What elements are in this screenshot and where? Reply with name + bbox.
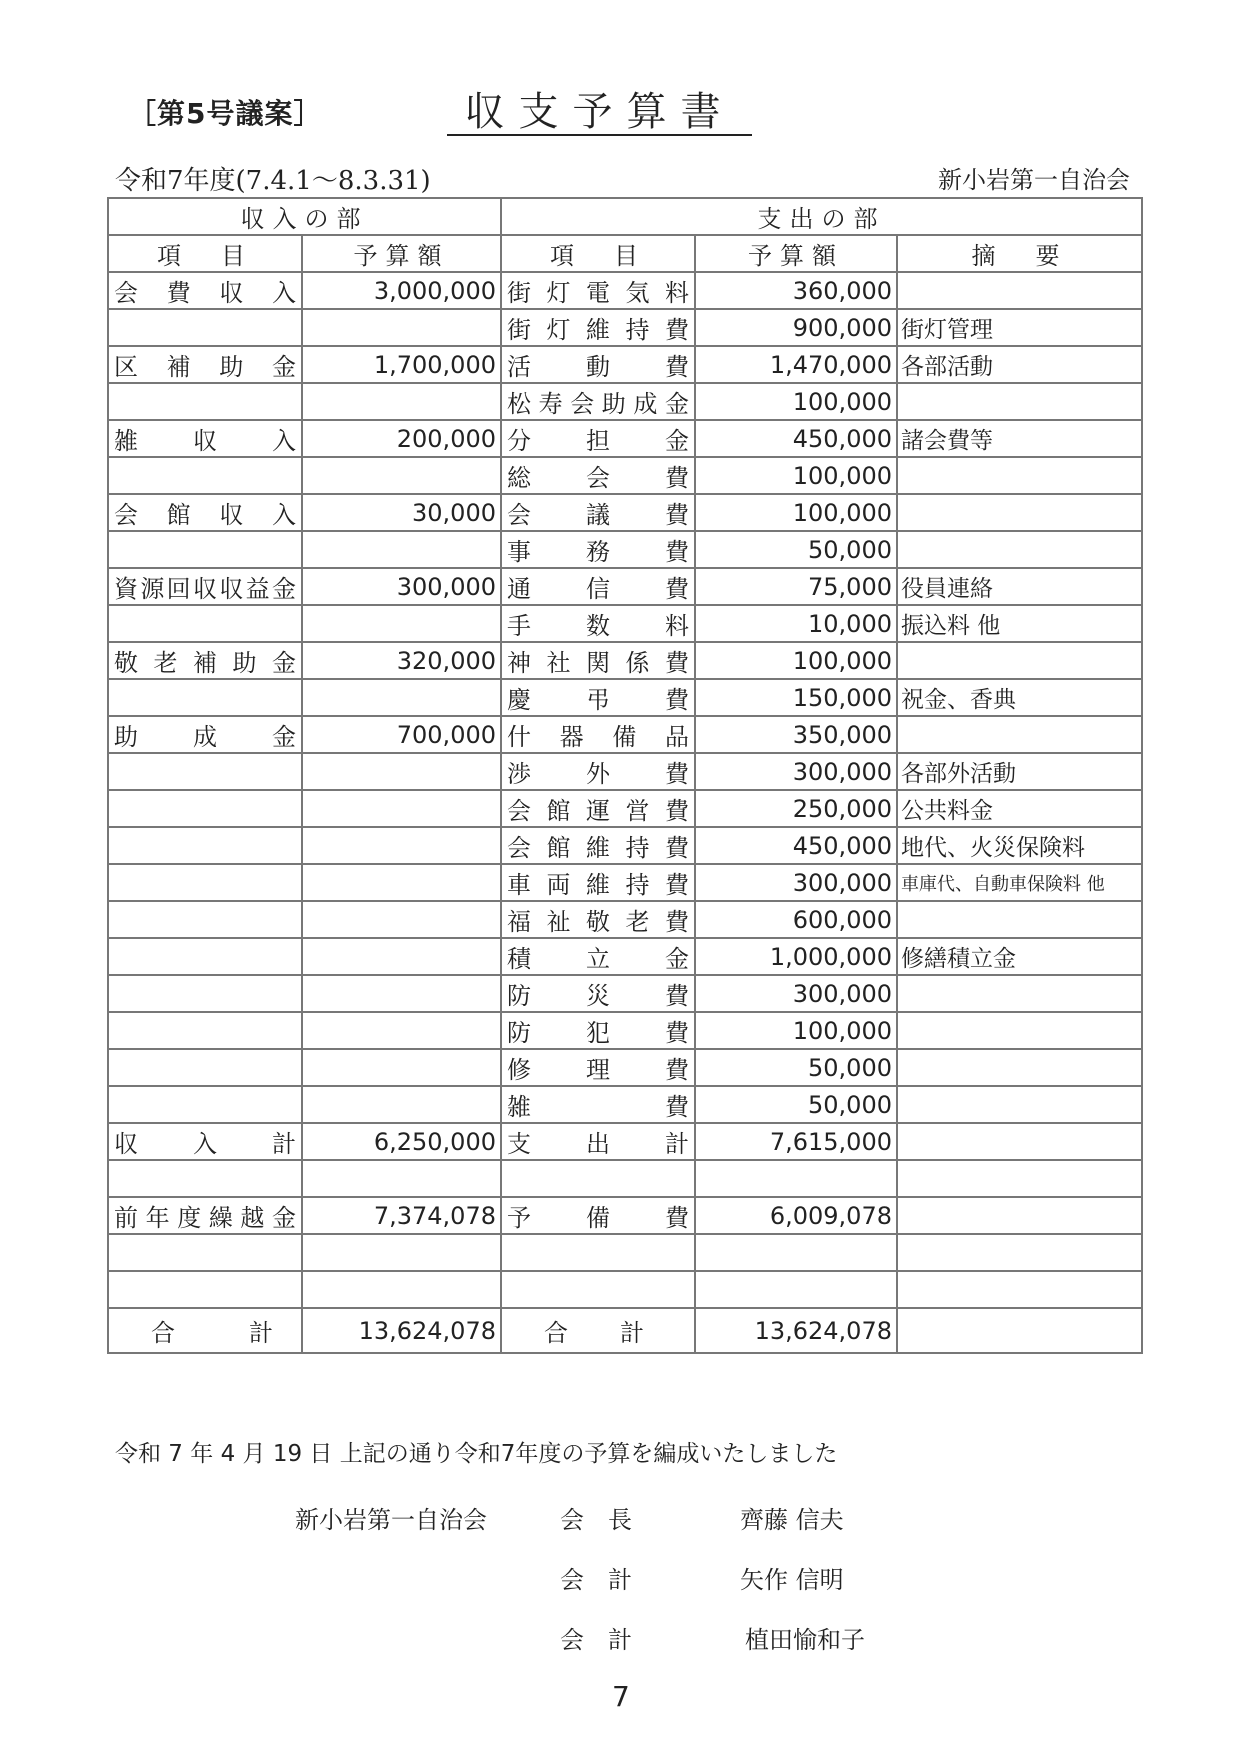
note-cell: 公共料金 [897,790,1142,827]
income-amount-cell: 3,000,000 [302,272,501,309]
income-amount-cell [302,1160,501,1197]
expense-amount-cell: 900,000 [695,309,897,346]
expense-amount-cell: 1,470,000 [695,346,897,383]
expense-item-cell [501,1271,695,1308]
expense-item-cell: 会館維持費 [501,827,695,864]
income-amount-cell: 30,000 [302,494,501,531]
table-row [108,272,1142,309]
table-row [108,309,1142,346]
income-amount-cell [302,901,501,938]
income-item-cell: 会館収入 [108,494,302,531]
table-row [108,901,1142,938]
signature-organization: 新小岩第一自治会 [295,1506,487,1534]
income-item-cell [108,790,302,827]
income-item-cell: 雑収入 [108,420,302,457]
income-amount-cell [302,1086,501,1123]
income-total-label: 合計 [108,1308,302,1353]
expense-item-cell: 街灯電気料 [501,272,695,309]
income-item-cell [108,679,302,716]
table-row [108,753,1142,790]
signatory-name: 矢作 信明 [740,1566,844,1594]
income-item-cell: 助成金 [108,716,302,753]
expense-item-cell: 松寿会助成金 [501,383,695,420]
income-item-cell: 会費収入 [108,272,302,309]
income-item-cell [108,309,302,346]
expense-amount-cell: 100,000 [695,494,897,531]
expense-amount-cell: 150,000 [695,679,897,716]
expense-item-cell: 手数料 [501,605,695,642]
income-item-cell [108,827,302,864]
income-amount-cell [302,1271,501,1308]
expense-item-cell: 総会費 [501,457,695,494]
expense-amount-cell: 50,000 [695,1086,897,1123]
table-row [108,716,1142,753]
expense-item-cell: 支出計 [501,1123,695,1160]
expense-amount-cell [695,1234,897,1271]
income-amount-cell: 200,000 [302,420,501,457]
income-total-amount: 13,624,078 [302,1308,501,1353]
table-row [108,1197,1142,1234]
title-underline [447,134,752,136]
income-item-cell [108,1049,302,1086]
table-row [108,1012,1142,1049]
expense-total-label: 合計 [501,1308,695,1353]
income-amount-cell [302,938,501,975]
note-cell [897,975,1142,1012]
table-row [108,568,1142,605]
total-row [108,1308,1142,1353]
table-row [108,1271,1142,1308]
table-row [108,1234,1142,1271]
income-item-cell [108,1012,302,1049]
signatory-name: 植田愉和子 [745,1626,865,1654]
expense-item-cell: 活動費 [501,346,695,383]
income-item-cell [108,753,302,790]
table-row [108,420,1142,457]
expense-amount-cell: 75,000 [695,568,897,605]
expense-amount-cell: 100,000 [695,383,897,420]
note-cell: 街灯管理 [897,309,1142,346]
table-row [108,679,1142,716]
signatory-role: 会 計 [560,1626,632,1654]
budget-table [107,197,1143,1354]
income-amount-cell: 6,250,000 [302,1123,501,1160]
expense-item-header: 項 目 [501,235,695,272]
column-header-row [108,235,1142,272]
income-item-header: 項 目 [108,235,302,272]
expense-amount-cell: 100,000 [695,642,897,679]
expense-amount-cell: 450,000 [695,420,897,457]
note-cell: 車庫代、自動車保険料 他 [897,864,1142,901]
note-cell: 諸会費等 [897,420,1142,457]
expense-amount-cell: 10,000 [695,605,897,642]
note-cell [897,272,1142,309]
expense-amount-cell: 1,000,000 [695,938,897,975]
signatory-role: 会 計 [560,1566,632,1594]
table-row [108,1049,1142,1086]
income-item-cell [108,975,302,1012]
table-row [108,494,1142,531]
table-row [108,457,1142,494]
table-row [108,975,1142,1012]
agenda-label: ［第5号議案］ [128,97,323,130]
note-cell [897,494,1142,531]
income-item-cell [108,1160,302,1197]
expense-item-cell: 神社関係費 [501,642,695,679]
expense-section-header: 支出の部 [501,198,1142,235]
expense-amount-cell: 50,000 [695,1049,897,1086]
table-row [108,531,1142,568]
note-cell [897,1123,1142,1160]
note-cell: 振込料 他 [897,605,1142,642]
expense-item-cell: 会館運営費 [501,790,695,827]
note-cell [897,1271,1142,1308]
income-item-cell [108,1271,302,1308]
income-amount-cell: 300,000 [302,568,501,605]
expense-amount-cell: 300,000 [695,975,897,1012]
note-cell [897,383,1142,420]
note-cell [897,1086,1142,1123]
expense-budget-header: 予算額 [695,235,897,272]
income-item-cell: 前年度繰越金 [108,1197,302,1234]
expense-item-cell [501,1234,695,1271]
expense-item-cell [501,1160,695,1197]
income-item-cell [108,1086,302,1123]
expense-amount-cell: 6,009,078 [695,1197,897,1234]
page-number: 7 [612,1680,630,1713]
income-item-cell [108,938,302,975]
note-cell: 祝金、香典 [897,679,1142,716]
table-row [108,346,1142,383]
note-cell [897,1049,1142,1086]
note-cell: 修繕積立金 [897,938,1142,975]
income-budget-header: 予算額 [302,235,501,272]
expense-amount-cell: 350,000 [695,716,897,753]
table-row [108,383,1142,420]
section-header-row [108,198,1142,235]
table-row [108,1160,1142,1197]
note-cell [897,642,1142,679]
expense-amount-cell [695,1271,897,1308]
income-item-cell: 区補助金 [108,346,302,383]
declaration-text: 令和 7 年 4 月 19 日 上記の通り令和7年度の予算を編成いたしました [115,1441,838,1467]
income-amount-cell: 320,000 [302,642,501,679]
organization-name: 新小岩第一自治会 [938,166,1130,194]
signatory-role: 会 長 [560,1506,632,1534]
table-row [108,938,1142,975]
income-section-header: 収入の部 [108,198,501,235]
note-cell [897,1160,1142,1197]
expense-item-cell: 什器備品 [501,716,695,753]
expense-amount-cell: 300,000 [695,753,897,790]
note-cell [897,1234,1142,1271]
income-item-cell [108,457,302,494]
table-row [108,1123,1142,1160]
table-row [108,827,1142,864]
table-row [108,642,1142,679]
note-cell [897,1197,1142,1234]
income-amount-cell [302,864,501,901]
expense-amount-cell: 250,000 [695,790,897,827]
expense-item-cell: 会議費 [501,494,695,531]
income-amount-cell [302,457,501,494]
income-amount-cell [302,790,501,827]
income-amount-cell [302,383,501,420]
income-amount-cell [302,975,501,1012]
expense-item-cell: 車両維持費 [501,864,695,901]
expense-item-cell: 事務費 [501,531,695,568]
note-cell [897,716,1142,753]
expense-item-cell: 防災費 [501,975,695,1012]
note-cell: 各部外活動 [897,753,1142,790]
expense-amount-cell: 360,000 [695,272,897,309]
note-cell: 役員連絡 [897,568,1142,605]
expense-amount-cell [695,1160,897,1197]
document-title: 収支予算書 [464,89,735,135]
expense-amount-cell: 100,000 [695,1012,897,1049]
note-cell [897,531,1142,568]
income-item-cell [108,531,302,568]
note-cell: 各部活動 [897,346,1142,383]
income-item-cell [108,864,302,901]
expense-item-cell: 渉外費 [501,753,695,790]
expense-item-cell: 街灯維持費 [501,309,695,346]
expense-amount-cell: 450,000 [695,827,897,864]
note-header: 摘 要 [897,235,1142,272]
expense-total-amount: 13,624,078 [695,1308,897,1353]
income-amount-cell [302,605,501,642]
expense-item-cell: 積立金 [501,938,695,975]
income-item-cell [108,605,302,642]
expense-amount-cell: 50,000 [695,531,897,568]
income-amount-cell [302,309,501,346]
income-item-cell [108,1234,302,1271]
income-amount-cell [302,1012,501,1049]
table-row [108,790,1142,827]
expense-item-cell: 雑費 [501,1086,695,1123]
income-amount-cell [302,753,501,790]
income-amount-cell [302,827,501,864]
note-cell [897,457,1142,494]
table-row [108,605,1142,642]
signatory-name: 齊藤 信夫 [740,1506,844,1534]
income-amount-cell: 700,000 [302,716,501,753]
expense-amount-cell: 100,000 [695,457,897,494]
expense-item-cell: 分担金 [501,420,695,457]
note-cell [897,1012,1142,1049]
expense-item-cell: 予備費 [501,1197,695,1234]
income-amount-cell [302,531,501,568]
note-cell [897,901,1142,938]
expense-item-cell: 修理費 [501,1049,695,1086]
expense-amount-cell: 600,000 [695,901,897,938]
table-row [108,864,1142,901]
income-amount-cell [302,679,501,716]
total-note-cell [897,1308,1142,1353]
expense-item-cell: 通信費 [501,568,695,605]
fiscal-period: 令和7年度(7.4.1～8.3.31) [115,166,431,196]
income-item-cell [108,901,302,938]
table-row [108,1086,1142,1123]
expense-item-cell: 福祉敬老費 [501,901,695,938]
note-cell: 地代、火災保険料 [897,827,1142,864]
expense-item-cell: 防犯費 [501,1012,695,1049]
income-amount-cell [302,1049,501,1086]
income-amount-cell [302,1234,501,1271]
income-item-cell: 敬老補助金 [108,642,302,679]
expense-amount-cell: 300,000 [695,864,897,901]
income-amount-cell: 7,374,078 [302,1197,501,1234]
expense-item-cell: 慶弔費 [501,679,695,716]
income-item-cell: 収入計 [108,1123,302,1160]
income-item-cell: 資源回収収益金 [108,568,302,605]
income-amount-cell: 1,700,000 [302,346,501,383]
expense-amount-cell: 7,615,000 [695,1123,897,1160]
income-item-cell [108,383,302,420]
